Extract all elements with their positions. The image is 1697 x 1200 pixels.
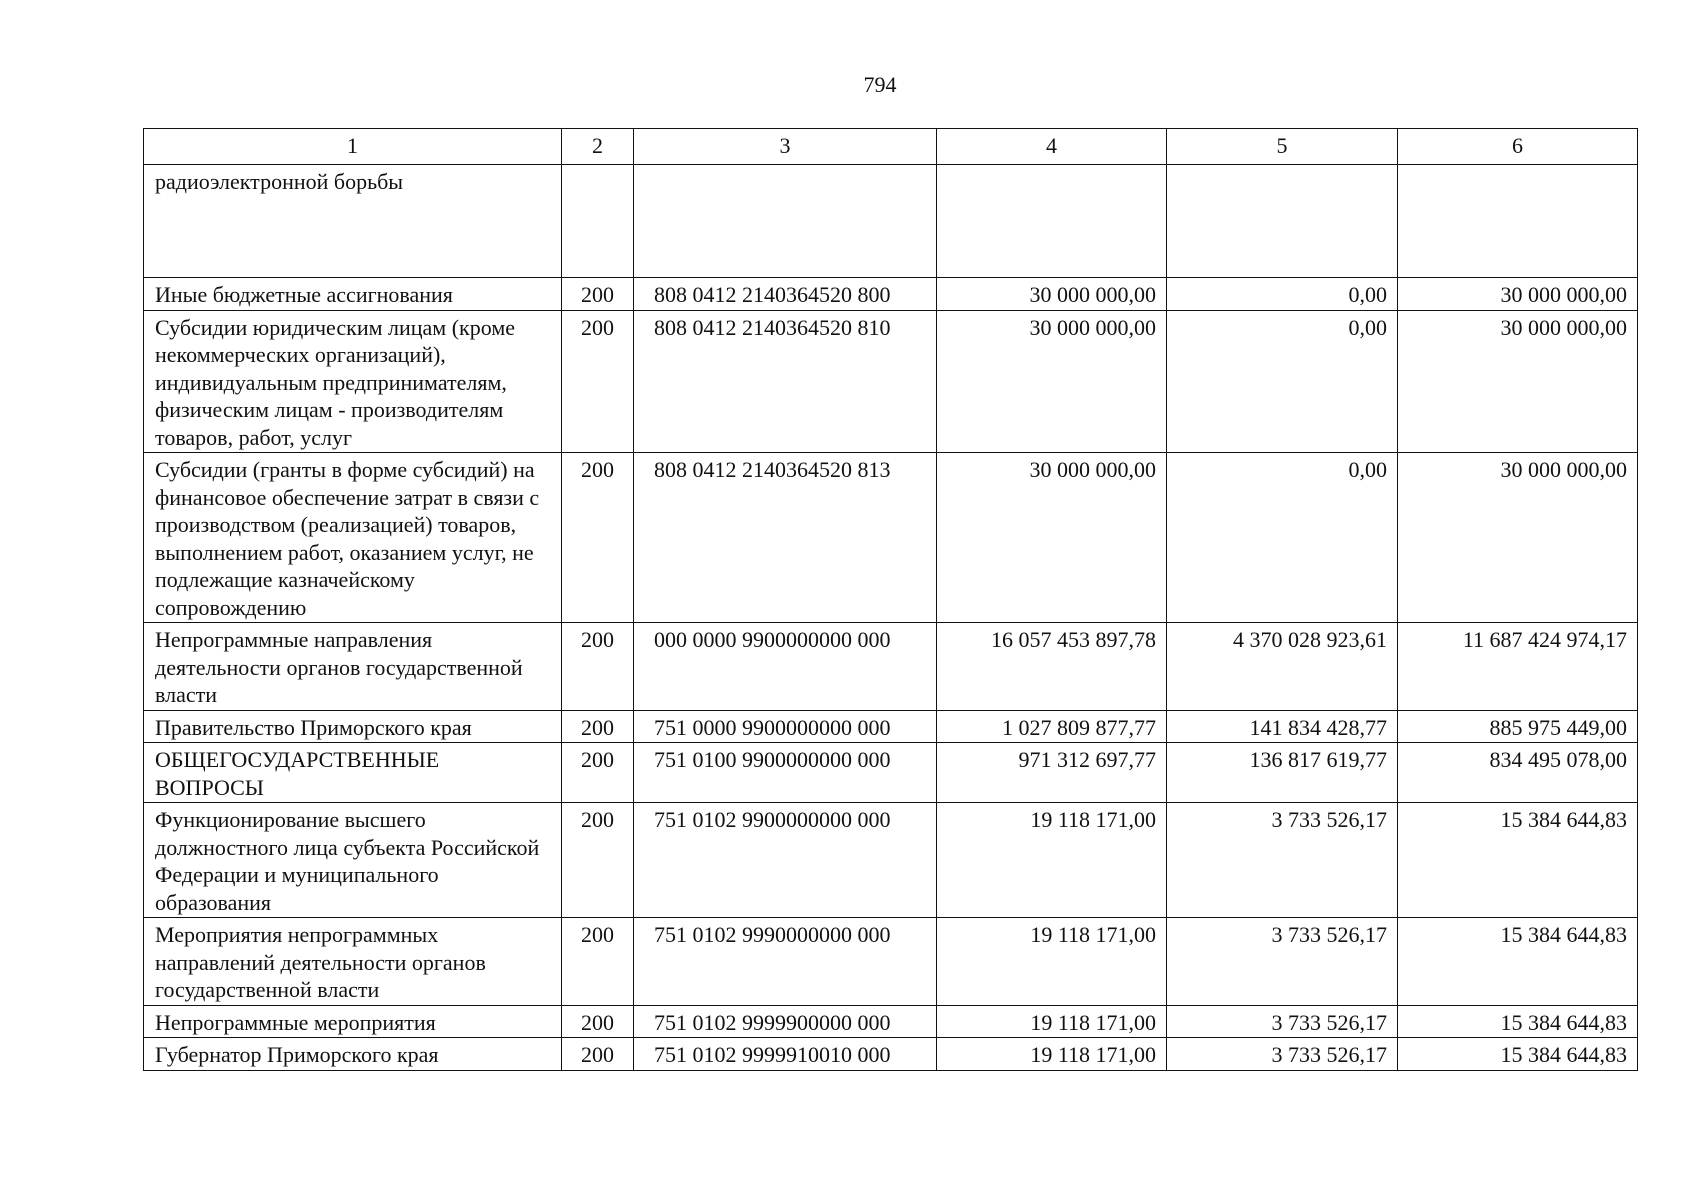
cell-amount: 834 495 078,00	[1398, 743, 1638, 803]
cell-amount: 1 027 809 877,77	[937, 710, 1167, 743]
cell-amount: 15 384 644,83	[1398, 1005, 1638, 1038]
column-header: 1	[144, 129, 562, 165]
cell-amount: 15 384 644,83	[1398, 918, 1638, 1006]
cell-amount: 3 733 526,17	[1167, 1005, 1398, 1038]
row-name: Субсидии (гранты в форме субсидий) на финансовое обеспечение затрат в связи с производством (реализацией) товаров, выполнением работ, оказанием услуг, не подлежащие казначейскому сопровождению	[144, 453, 562, 623]
cell-value: 200	[562, 743, 634, 803]
cell-amount: 30 000 000,00	[937, 278, 1167, 311]
cell-amount: 30 000 000,00	[937, 453, 1167, 623]
cell-amount: 15 384 644,83	[1398, 1038, 1638, 1071]
table-row	[144, 165, 1638, 278]
cell-code: 751 0102 9999910010 000	[634, 1038, 937, 1071]
cell-amount	[1167, 165, 1398, 278]
row-name: Мероприятия непрограммных направлений деятельности органов государственной власти	[144, 918, 562, 1006]
cell-value: 200	[562, 310, 634, 453]
cell-value: 200	[562, 453, 634, 623]
row-name: Иные бюджетные ассигнования	[144, 278, 562, 311]
column-header: 4	[937, 129, 1167, 165]
table-row	[144, 803, 1638, 918]
row-name: радиоэлектронной борьбы	[144, 165, 562, 278]
cell-amount: 30 000 000,00	[937, 310, 1167, 453]
cell-amount: 0,00	[1167, 453, 1398, 623]
row-name: Правительство Приморского края	[144, 710, 562, 743]
cell-value: 200	[562, 623, 634, 711]
cell-amount: 30 000 000,00	[1398, 310, 1638, 453]
cell-amount: 3 733 526,17	[1167, 918, 1398, 1006]
cell-amount: 19 118 171,00	[937, 1005, 1167, 1038]
cell-code: 751 0102 9990000000 000	[634, 918, 937, 1006]
cell-code	[634, 165, 937, 278]
cell-code: 808 0412 2140364520 800	[634, 278, 937, 311]
cell-code: 808 0412 2140364520 813	[634, 453, 937, 623]
budget-table	[143, 128, 1638, 1071]
cell-amount: 11 687 424 974,17	[1398, 623, 1638, 711]
cell-value: 200	[562, 918, 634, 1006]
cell-amount: 30 000 000,00	[1398, 453, 1638, 623]
cell-amount: 136 817 619,77	[1167, 743, 1398, 803]
cell-code: 751 0100 9900000000 000	[634, 743, 937, 803]
cell-value: 200	[562, 278, 634, 311]
table-row	[144, 1005, 1638, 1038]
cell-code: 000 0000 9900000000 000	[634, 623, 937, 711]
row-name: Субсидии юридическим лицам (кроме некоммерческих организаций), индивидуальным предпринимателям, физическим лицам - производителям товаров, работ, услуг	[144, 310, 562, 453]
cell-code: 751 0102 9900000000 000	[634, 803, 937, 918]
cell-amount: 19 118 171,00	[937, 918, 1167, 1006]
table-row	[144, 623, 1638, 711]
cell-code: 751 0102 9999900000 000	[634, 1005, 937, 1038]
row-name: Непрограммные мероприятия	[144, 1005, 562, 1038]
column-header: 3	[634, 129, 937, 165]
cell-amount	[1398, 165, 1638, 278]
cell-amount: 3 733 526,17	[1167, 1038, 1398, 1071]
cell-amount: 141 834 428,77	[1167, 710, 1398, 743]
cell-amount: 19 118 171,00	[937, 1038, 1167, 1071]
cell-amount: 16 057 453 897,78	[937, 623, 1167, 711]
column-header: 2	[562, 129, 634, 165]
cell-amount: 0,00	[1167, 278, 1398, 311]
cell-code: 808 0412 2140364520 810	[634, 310, 937, 453]
row-name: Губернатор Приморского края	[144, 1038, 562, 1071]
table-row	[144, 918, 1638, 1006]
column-header: 5	[1167, 129, 1398, 165]
row-name: ОБЩЕГОСУДАРСТВЕННЫЕ ВОПРОСЫ	[144, 743, 562, 803]
cell-value: 200	[562, 803, 634, 918]
row-name: Функционирование высшего должностного лица субъекта Российской Федерации и муниципального образования	[144, 803, 562, 918]
cell-value	[562, 165, 634, 278]
cell-amount	[937, 165, 1167, 278]
column-header: 6	[1398, 129, 1638, 165]
cell-amount: 971 312 697,77	[937, 743, 1167, 803]
table-row	[144, 453, 1638, 623]
cell-amount: 0,00	[1167, 310, 1398, 453]
row-name: Непрограммные направления деятельности органов государственной власти	[144, 623, 562, 711]
cell-amount: 4 370 028 923,61	[1167, 623, 1398, 711]
table-row	[144, 278, 1638, 311]
cell-amount: 30 000 000,00	[1398, 278, 1638, 311]
cell-amount: 885 975 449,00	[1398, 710, 1638, 743]
table-row	[144, 1038, 1638, 1071]
cell-amount: 19 118 171,00	[937, 803, 1167, 918]
page-number: 794	[863, 72, 897, 97]
cell-value: 200	[562, 1038, 634, 1071]
table-row	[144, 710, 1638, 743]
table-header-row	[144, 129, 1638, 165]
cell-value: 200	[562, 1005, 634, 1038]
cell-amount: 3 733 526,17	[1167, 803, 1398, 918]
table-row	[144, 743, 1638, 803]
cell-amount: 15 384 644,83	[1398, 803, 1638, 918]
cell-value: 200	[562, 710, 634, 743]
cell-code: 751 0000 9900000000 000	[634, 710, 937, 743]
table-row	[144, 310, 1638, 453]
